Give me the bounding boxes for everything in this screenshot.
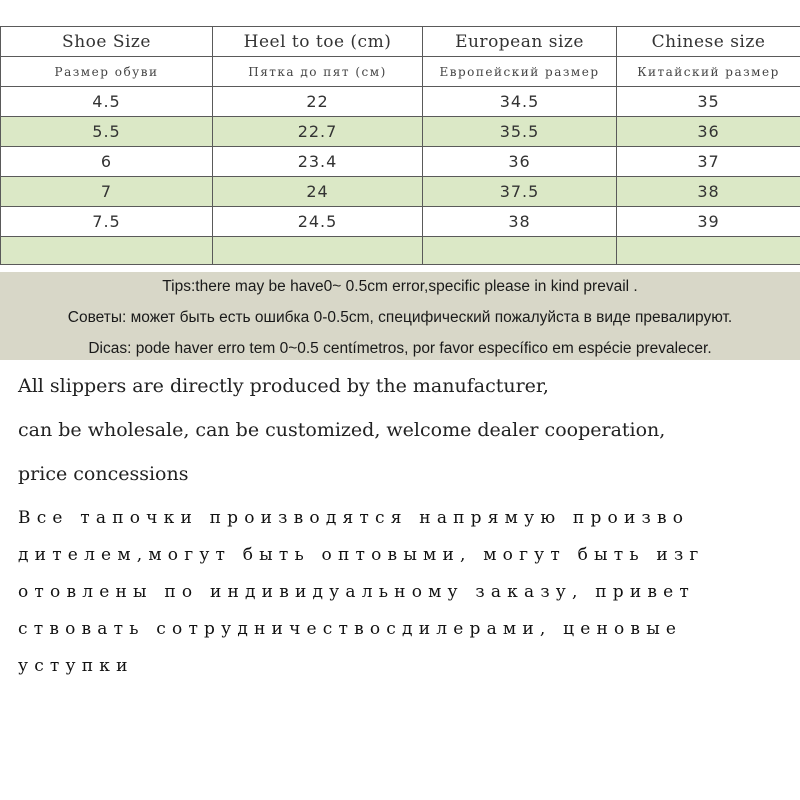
table-header-row [1,27,800,57]
note-line: ствовать сотрудничествосдилерами, ценовые [18,619,683,639]
note-line: Все тапочки производятся напрямую произво [18,508,690,528]
table-cell: 5.5 [1,117,213,147]
table-cell: 36 [423,147,617,177]
size-chart-table [0,26,800,265]
notes-russian [18,505,793,690]
table-cell: 22 [213,87,423,117]
header-european-size: European size [423,27,617,57]
table-cell: 39 [617,207,800,237]
tip-russian: Советы: может быть есть ошибка 0-0.5cm, специфический пожалуйста в виде превалируют. [67,309,733,326]
table-cell: 6 [1,147,213,177]
notes-english [18,372,788,504]
table-cell: 37 [617,147,800,177]
table-cell: 23.4 [213,147,423,177]
header-heel-to-toe: Heel to toe (cm) [213,27,423,57]
note-line: price concessions [18,463,189,485]
header-chinese-size: Chinese size [617,27,800,57]
table-cell-empty [213,237,423,265]
tip-portuguese: Dicas: pode haver erro tem 0~0.5 centímetros, por favor específico em espécie prevalecer. [88,340,712,357]
table-row [1,207,800,237]
table-row [1,177,800,207]
table-row-empty [1,237,800,265]
tips-banner [0,272,800,360]
table-cell-empty [423,237,617,265]
tip-english: Tips:there may be have0~ 0.5cm error,specific please in kind prevail . [162,278,638,295]
subheader-heel-to-toe: Пятка до пят (см) [213,57,423,87]
table-cell: 7 [1,177,213,207]
header-shoe-size: Shoe Size [1,27,213,57]
table-cell: 24 [213,177,423,207]
table-cell: 35 [617,87,800,117]
table-cell: 4.5 [1,87,213,117]
table-cell: 37.5 [423,177,617,207]
note-line: can be wholesale, can be customized, welcome dealer cooperation, [18,419,666,441]
note-line: уступки [18,656,134,676]
note-line: отовлены по индивидуальному заказу, привет [18,582,695,602]
table-cell: 24.5 [213,207,423,237]
table-row [1,117,800,147]
table-cell: 34.5 [423,87,617,117]
table-cell-empty [617,237,800,265]
note-line: All slippers are directly produced by the manufacturer, [18,375,549,397]
table-cell: 7.5 [1,207,213,237]
table-cell: 22.7 [213,117,423,147]
subheader-european-size: Европейский размер [423,57,617,87]
table-cell: 38 [423,207,617,237]
table-row [1,87,800,117]
table-cell: 35.5 [423,117,617,147]
table-subheader-row [1,57,800,87]
subheader-chinese-size: Китайский размер [617,57,800,87]
table-cell-empty [1,237,213,265]
note-line: дителем,могут быть оптовыми, могут быть изг [18,545,705,565]
table-cell: 36 [617,117,800,147]
table-cell: 38 [617,177,800,207]
table-row [1,147,800,177]
subheader-shoe-size: Размер обуви [1,57,213,87]
